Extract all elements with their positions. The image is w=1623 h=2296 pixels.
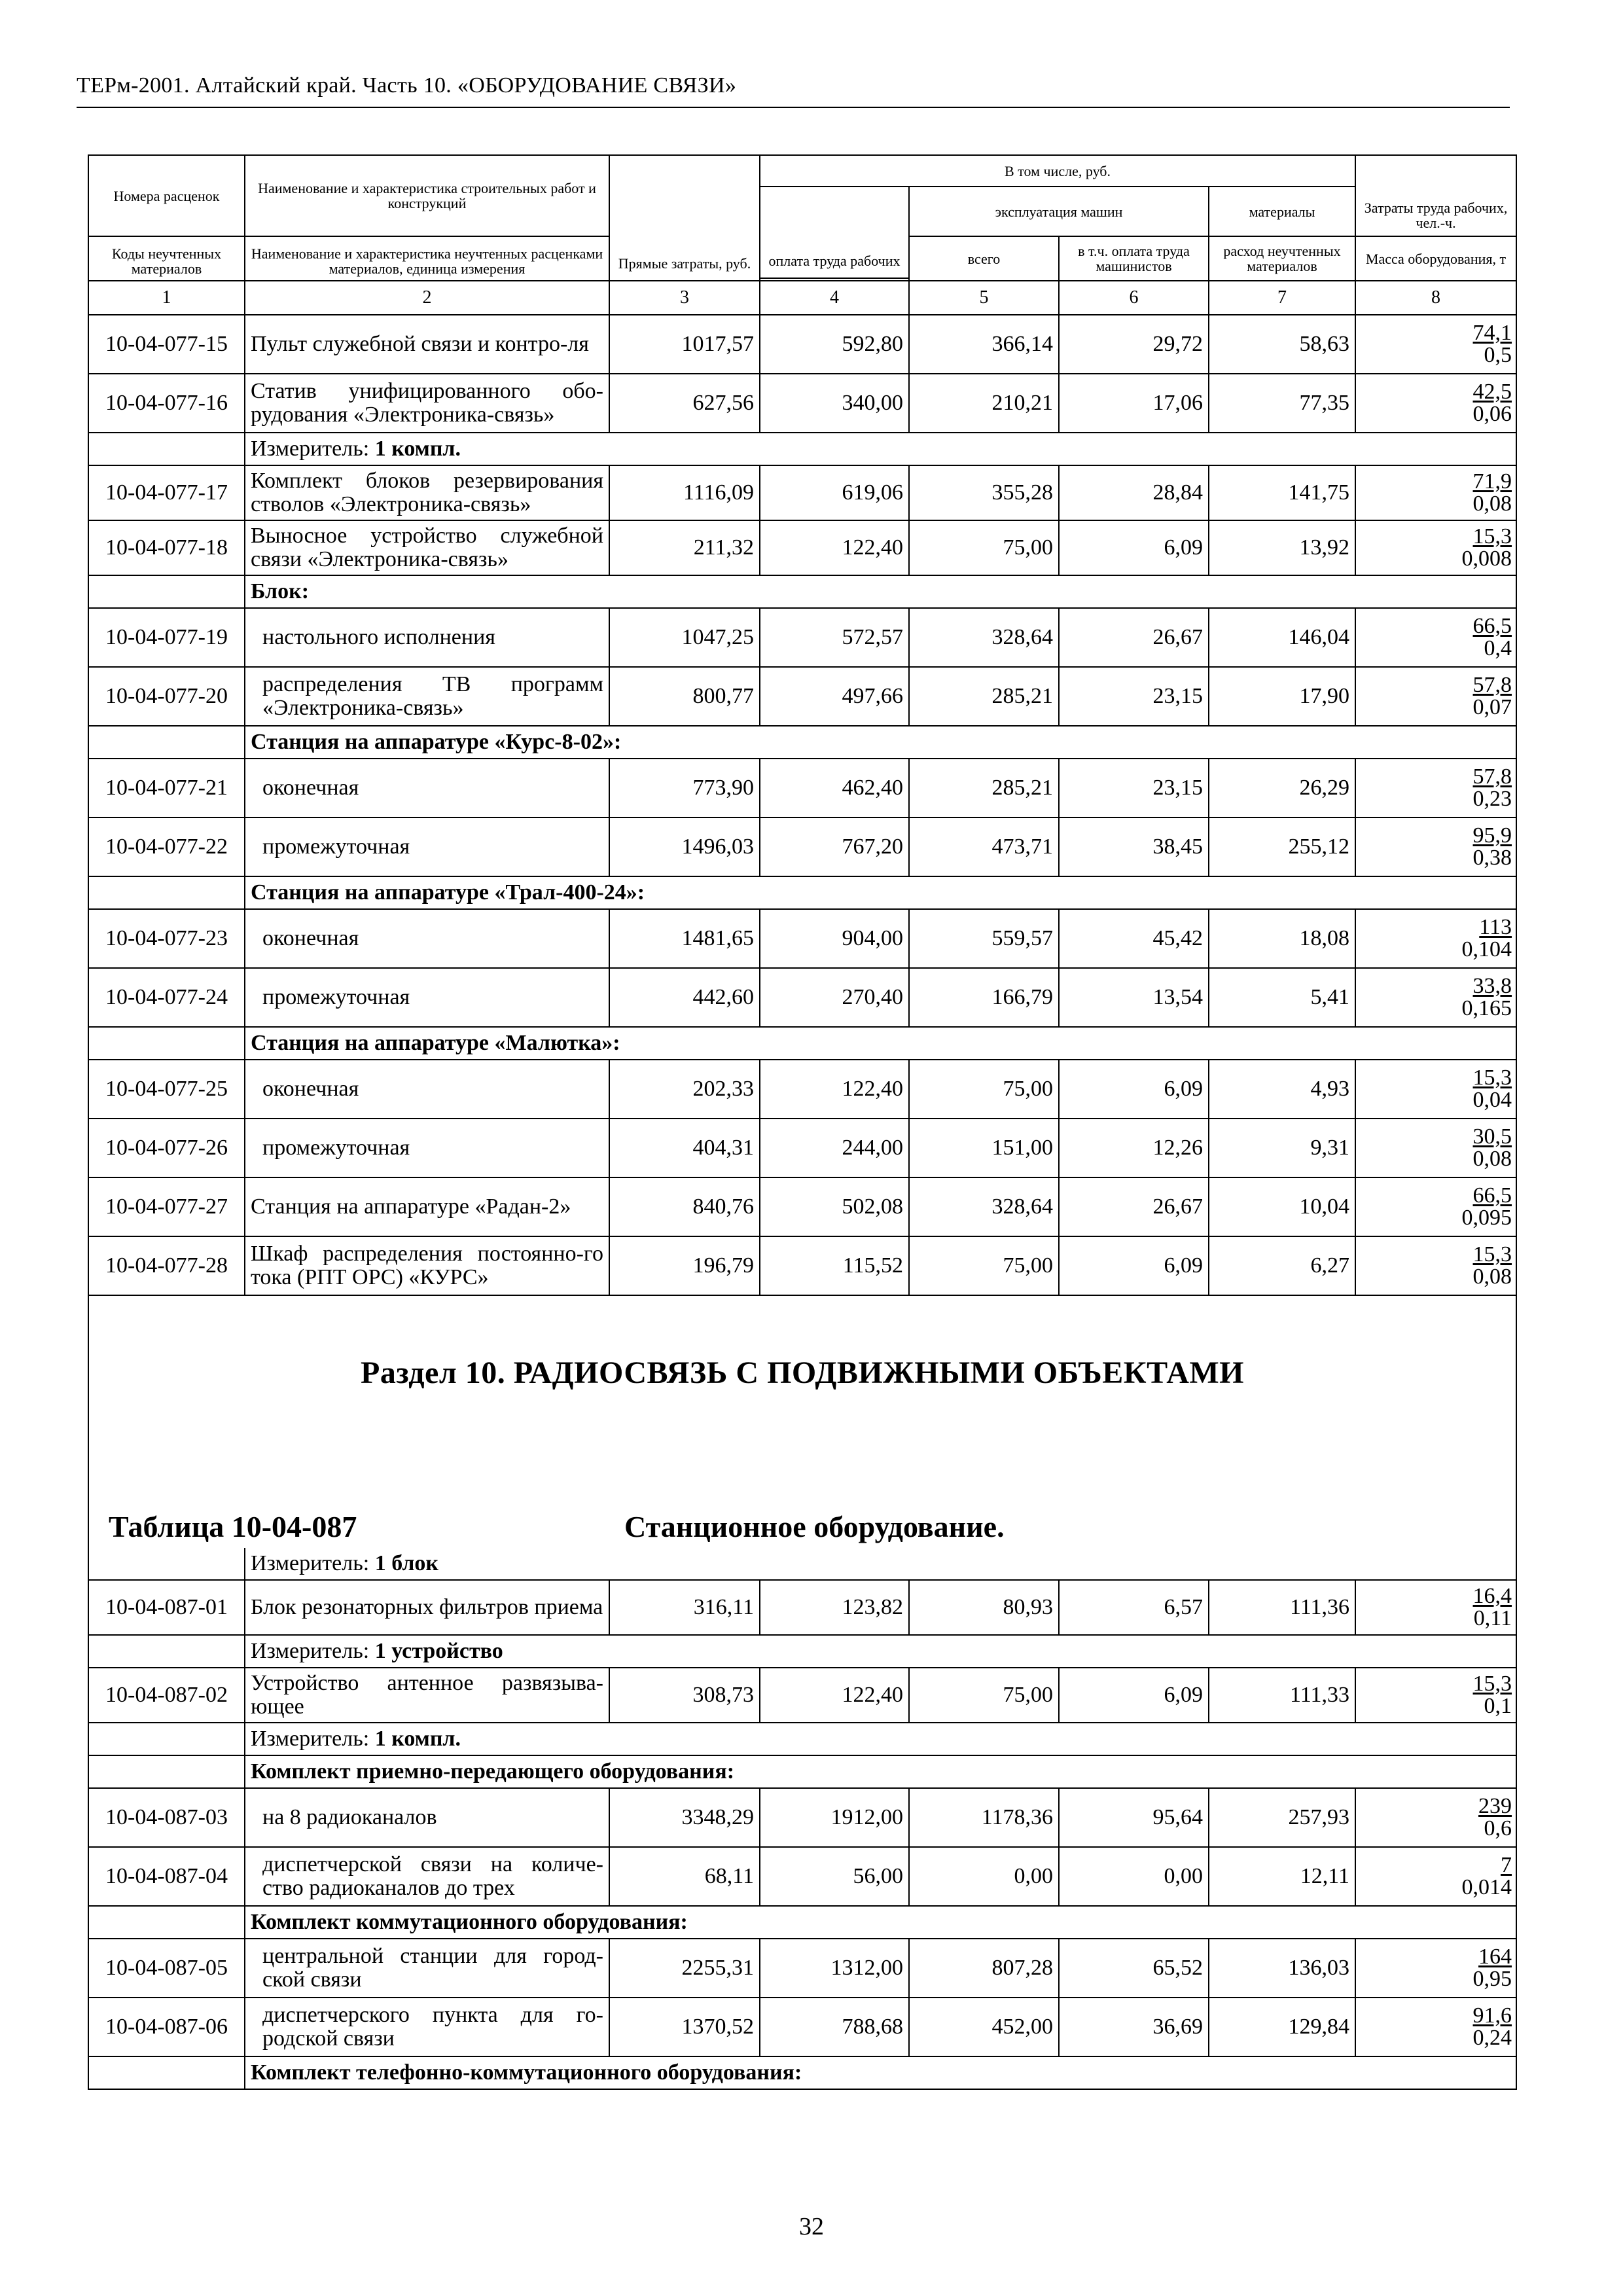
rate-code: 10-04-077-24 xyxy=(88,968,245,1027)
table-row xyxy=(88,1668,1516,1723)
rate-code: 10-04-087-03 xyxy=(88,1788,245,1847)
equipment-mass: 0,08 xyxy=(1472,1147,1512,1171)
labor-hours: 33,8 xyxy=(1472,974,1512,998)
labor-pay: 904,00 xyxy=(760,909,909,968)
machines-total: 1178,36 xyxy=(909,1788,1059,1847)
work-name: Статив унифицированного обо-рудования «Электроника-связь» xyxy=(245,374,609,433)
materials-cost: 17,90 xyxy=(1209,667,1355,726)
labor-hours: 15,3 xyxy=(1472,524,1512,548)
meter-label: Измеритель: 1 компл. xyxy=(245,1723,1516,1755)
rate-code: 10-04-087-04 xyxy=(88,1847,245,1906)
table-row xyxy=(88,1060,1516,1119)
materials-cost: 18,08 xyxy=(1209,909,1355,968)
machines-total: 210,21 xyxy=(909,374,1059,433)
col-names-bottom: Наименование и характеристика неучтенных расценками материалов, единица измерения xyxy=(245,236,609,281)
equipment-mass: 0,06 xyxy=(1472,402,1512,426)
group-label: Комплект телефонно-коммутационного оборудования: xyxy=(245,2056,1516,2089)
rows-block9 xyxy=(88,1668,1516,1723)
direct-cost: 1047,25 xyxy=(609,608,760,667)
work-name: промежуточная xyxy=(245,968,609,1027)
column-number: 5 xyxy=(909,281,1059,315)
machinist-pay: 23,15 xyxy=(1059,667,1209,726)
machines-total: 473,71 xyxy=(909,817,1059,876)
group-row xyxy=(88,1027,1516,1060)
direct-cost: 404,31 xyxy=(609,1119,760,1177)
meter-row xyxy=(88,1723,1516,1755)
labor-hours-mass xyxy=(1355,1788,1516,1847)
labor-hours-mass xyxy=(1355,759,1516,817)
price-table xyxy=(88,154,1517,2090)
table-header xyxy=(88,155,1516,315)
rate-code: 10-04-077-18 xyxy=(88,520,245,575)
materials-cost: 141,75 xyxy=(1209,465,1355,520)
group-row xyxy=(88,575,1516,608)
machinist-pay: 0,00 xyxy=(1059,1847,1209,1906)
meter-label: Измеритель: 1 блок xyxy=(245,1548,1516,1580)
direct-cost: 800,77 xyxy=(609,667,760,726)
machinist-pay: 6,09 xyxy=(1059,520,1209,575)
labor-pay: 462,40 xyxy=(760,759,909,817)
labor-hours-mass xyxy=(1355,374,1516,433)
rate-code: 10-04-077-20 xyxy=(88,667,245,726)
machinist-pay: 28,84 xyxy=(1059,465,1209,520)
labor-hours-mass xyxy=(1355,909,1516,968)
machines-total: 75,00 xyxy=(909,1668,1059,1723)
section-cell xyxy=(88,1295,1516,1548)
labor-hours: 57,8 xyxy=(1472,764,1512,789)
column-number: 2 xyxy=(245,281,609,315)
machinist-pay: 45,42 xyxy=(1059,909,1209,968)
column-number: 7 xyxy=(1209,281,1355,315)
labor-pay: 122,40 xyxy=(760,1668,909,1723)
equipment-mass: 0,08 xyxy=(1472,492,1512,516)
machinist-pay: 6,57 xyxy=(1059,1580,1209,1635)
direct-cost: 202,33 xyxy=(609,1060,760,1119)
section-row xyxy=(88,1295,1516,1548)
work-name: Комплект блоков резервирования стволов «Электроника-связь» xyxy=(245,465,609,520)
labor-hours-mass xyxy=(1355,608,1516,667)
materials-cost: 5,41 xyxy=(1209,968,1355,1027)
table-label: Таблица 10-04-087 xyxy=(109,1510,357,1543)
labor-pay: 767,20 xyxy=(760,817,909,876)
equipment-mass: 0,4 xyxy=(1484,636,1512,660)
labor-pay: 115,52 xyxy=(760,1236,909,1295)
meter-label: Измеритель: 1 устройство xyxy=(245,1635,1516,1668)
col-unaccounted-materials: расход неучтенных материалов xyxy=(1209,236,1355,281)
work-name: Выносное устройство служебной связи «Электроника-связь» xyxy=(245,520,609,575)
rate-code: 10-04-077-16 xyxy=(88,374,245,433)
labor-pay: 123,82 xyxy=(760,1580,909,1635)
direct-cost: 1116,09 xyxy=(609,465,760,520)
rate-code: 10-04-087-01 xyxy=(88,1580,245,1635)
materials-cost: 129,84 xyxy=(1209,1998,1355,2056)
running-header: ТЕРм-2001. Алтайский край. Часть 10. «ОБОРУДОВАНИЕ СВЯЗИ» xyxy=(77,73,737,98)
machinist-pay: 12,26 xyxy=(1059,1119,1209,1177)
column-numbers-row xyxy=(88,281,1516,315)
labor-hours-mass xyxy=(1355,465,1516,520)
direct-cost: 316,11 xyxy=(609,1580,760,1635)
rate-code: 10-04-077-27 xyxy=(88,1177,245,1236)
labor-hours-mass xyxy=(1355,1847,1516,1906)
labor-hours: 15,3 xyxy=(1472,1242,1512,1266)
equipment-mass: 0,07 xyxy=(1472,695,1512,719)
rate-code: 10-04-087-02 xyxy=(88,1668,245,1723)
rate-code: 10-04-077-19 xyxy=(88,608,245,667)
rows-block2 xyxy=(88,465,1516,575)
group-label: Комплект приемно-передающего оборудования: xyxy=(245,1755,1516,1788)
table-row xyxy=(88,520,1516,575)
rate-code: 10-04-077-22 xyxy=(88,817,245,876)
work-name: оконечная xyxy=(245,1060,609,1119)
labor-hours-mass xyxy=(1355,1177,1516,1236)
labor-pay: 1912,00 xyxy=(760,1788,909,1847)
rate-code: 10-04-087-06 xyxy=(88,1998,245,2056)
group-label: Блок: xyxy=(245,575,1516,608)
machinist-pay: 36,69 xyxy=(1059,1998,1209,2056)
direct-cost: 2255,31 xyxy=(609,1939,760,1998)
rate-code: 10-04-077-17 xyxy=(88,465,245,520)
materials-cost: 13,92 xyxy=(1209,520,1355,575)
equipment-mass: 0,6 xyxy=(1484,1816,1512,1840)
labor-hours: 74,1 xyxy=(1472,321,1512,345)
group-row xyxy=(88,1755,1516,1788)
machinist-pay: 17,06 xyxy=(1059,374,1209,433)
table-row xyxy=(88,1939,1516,1998)
equipment-mass: 0,95 xyxy=(1472,1967,1512,1991)
machines-total: 80,93 xyxy=(909,1580,1059,1635)
meter-row xyxy=(88,1635,1516,1668)
col-equipment-mass: Масса оборудования, т xyxy=(1355,236,1516,281)
machinist-pay: 65,52 xyxy=(1059,1939,1209,1998)
machines-total: 366,14 xyxy=(909,315,1059,374)
work-name: промежуточная xyxy=(245,817,609,876)
machinist-pay: 29,72 xyxy=(1059,315,1209,374)
meter-label: Измеритель: 1 компл. xyxy=(245,433,1516,465)
work-name: настольного исполнения xyxy=(245,608,609,667)
direct-cost: 627,56 xyxy=(609,374,760,433)
equipment-mass: 0,24 xyxy=(1472,2026,1512,2050)
group-label: Станция на аппаратуре «Трал-400-24»: xyxy=(245,876,1516,909)
group-row xyxy=(88,726,1516,759)
meter-row xyxy=(88,433,1516,465)
labor-hours: 15,3 xyxy=(1472,1066,1512,1090)
direct-cost: 3348,29 xyxy=(609,1788,760,1847)
labor-pay: 244,00 xyxy=(760,1119,909,1177)
group-label: Станция на аппаратуре «Малютка»: xyxy=(245,1027,1516,1060)
table-row xyxy=(88,968,1516,1027)
labor-pay: 497,66 xyxy=(760,667,909,726)
work-name: диспетчерской связи на количе-ство радиоканалов до трех xyxy=(245,1847,609,1906)
table-row xyxy=(88,1788,1516,1847)
col-machine-ops: эксплуатация машин xyxy=(909,187,1209,236)
rows-block4 xyxy=(88,759,1516,876)
labor-hours-mass xyxy=(1355,1060,1516,1119)
labor-hours: 71,9 xyxy=(1472,469,1512,493)
equipment-mass: 0,008 xyxy=(1461,547,1512,571)
direct-cost: 1496,03 xyxy=(609,817,760,876)
materials-cost: 257,93 xyxy=(1209,1788,1355,1847)
table-row xyxy=(88,1119,1516,1177)
machines-total: 151,00 xyxy=(909,1119,1059,1177)
work-name: на 8 радиоканалов xyxy=(245,1788,609,1847)
equipment-mass: 0,095 xyxy=(1461,1206,1512,1230)
labor-pay: 56,00 xyxy=(760,1847,909,1906)
labor-hours-mass xyxy=(1355,817,1516,876)
labor-hours: 91,6 xyxy=(1472,2003,1512,2028)
work-name: промежуточная xyxy=(245,1119,609,1177)
machines-total: 807,28 xyxy=(909,1939,1059,1998)
group-label: Станция на аппаратуре «Курс-8-02»: xyxy=(245,726,1516,759)
labor-pay: 1312,00 xyxy=(760,1939,909,1998)
column-number: 3 xyxy=(609,281,760,315)
rows-block10 xyxy=(88,1788,1516,1906)
work-name: Станция на аппаратуре «Радан-2» xyxy=(245,1177,609,1236)
rows-block11 xyxy=(88,1939,1516,2056)
labor-hours-mass xyxy=(1355,520,1516,575)
table-row xyxy=(88,759,1516,817)
work-name: Пульт служебной связи и контро-ля xyxy=(245,315,609,374)
materials-cost: 9,31 xyxy=(1209,1119,1355,1177)
labor-hours-mass xyxy=(1355,1119,1516,1177)
machinist-pay: 23,15 xyxy=(1059,759,1209,817)
meter-row xyxy=(88,1548,1516,1580)
section-title: Раздел 10. РАДИОСВЯЗЬ С ПОДВИЖНЫМИ ОБЪЕКТАМИ xyxy=(361,1355,1245,1390)
col-machinist-pay: в т.ч. оплата труда машинистов xyxy=(1059,236,1209,281)
labor-hours: 16,4 xyxy=(1472,1584,1512,1608)
machines-total: 355,28 xyxy=(909,465,1059,520)
table-row xyxy=(88,374,1516,433)
table-row xyxy=(88,1580,1516,1635)
labor-hours: 57,8 xyxy=(1472,673,1512,697)
materials-cost: 77,35 xyxy=(1209,374,1355,433)
rate-code: 10-04-077-28 xyxy=(88,1236,245,1295)
machines-total: 75,00 xyxy=(909,520,1059,575)
col-labor-hours: Затраты труда рабочих, чел.-ч. xyxy=(1355,155,1516,236)
rows-block7 xyxy=(88,1177,1516,1295)
table-caption: Станционное оборудование. xyxy=(624,1510,1005,1543)
machines-total: 328,64 xyxy=(909,608,1059,667)
labor-hours: 42,5 xyxy=(1472,380,1512,404)
machines-total: 75,00 xyxy=(909,1236,1059,1295)
materials-cost: 146,04 xyxy=(1209,608,1355,667)
rows-block8 xyxy=(88,1580,1516,1635)
group-row xyxy=(88,1906,1516,1939)
materials-cost: 6,27 xyxy=(1209,1236,1355,1295)
direct-cost: 1017,57 xyxy=(609,315,760,374)
labor-pay: 502,08 xyxy=(760,1177,909,1236)
work-name: оконечная xyxy=(245,759,609,817)
labor-hours-mass xyxy=(1355,1580,1516,1635)
rate-code: 10-04-077-23 xyxy=(88,909,245,968)
header-rule xyxy=(77,107,1510,108)
work-name: Блок резонаторных фильтров приема xyxy=(245,1580,609,1635)
labor-hours-mass xyxy=(1355,315,1516,374)
table-row xyxy=(88,667,1516,726)
table-row xyxy=(88,608,1516,667)
equipment-mass: 0,5 xyxy=(1484,343,1512,367)
rate-code: 10-04-087-05 xyxy=(88,1939,245,1998)
table-row xyxy=(88,817,1516,876)
table-row xyxy=(88,1847,1516,1906)
materials-cost: 111,33 xyxy=(1209,1668,1355,1723)
equipment-mass: 0,104 xyxy=(1461,937,1512,961)
table-row xyxy=(88,465,1516,520)
direct-cost: 1370,52 xyxy=(609,1998,760,2056)
machines-total: 285,21 xyxy=(909,759,1059,817)
rows-block5 xyxy=(88,909,1516,1027)
labor-pay: 592,80 xyxy=(760,315,909,374)
machines-total: 559,57 xyxy=(909,909,1059,968)
group-label: Комплект коммутационного оборудования: xyxy=(245,1906,1516,1939)
labor-pay: 572,57 xyxy=(760,608,909,667)
equipment-mass: 0,014 xyxy=(1461,1875,1512,1899)
machines-total: 285,21 xyxy=(909,667,1059,726)
work-name: оконечная xyxy=(245,909,609,968)
machinist-pay: 6,09 xyxy=(1059,1236,1209,1295)
machines-total: 452,00 xyxy=(909,1998,1059,2056)
materials-cost: 111,36 xyxy=(1209,1580,1355,1635)
labor-hours: 66,5 xyxy=(1472,614,1512,638)
col-codes-top: Номера расценок xyxy=(88,155,245,236)
column-number: 1 xyxy=(88,281,245,315)
column-number: 8 xyxy=(1355,281,1516,315)
direct-cost: 840,76 xyxy=(609,1177,760,1236)
direct-cost: 211,32 xyxy=(609,520,760,575)
table-row xyxy=(88,1236,1516,1295)
equipment-mass: 0,23 xyxy=(1472,787,1512,811)
direct-cost: 442,60 xyxy=(609,968,760,1027)
direct-cost: 68,11 xyxy=(609,1847,760,1906)
labor-hours: 95,9 xyxy=(1472,823,1512,848)
labor-pay: 788,68 xyxy=(760,1998,909,2056)
equipment-mass: 0,04 xyxy=(1472,1088,1512,1112)
direct-cost: 1481,65 xyxy=(609,909,760,968)
labor-pay: 122,40 xyxy=(760,520,909,575)
materials-cost: 12,11 xyxy=(1209,1847,1355,1906)
labor-hours-mass xyxy=(1355,1668,1516,1723)
rows-block3 xyxy=(88,608,1516,726)
machinist-pay: 6,09 xyxy=(1059,1668,1209,1723)
direct-cost: 196,79 xyxy=(609,1236,760,1295)
rows-block6 xyxy=(88,1060,1516,1177)
materials-cost: 255,12 xyxy=(1209,817,1355,876)
work-name: Устройство антенное развязыва-ющее xyxy=(245,1668,609,1723)
labor-pay: 122,40 xyxy=(760,1060,909,1119)
machinist-pay: 38,45 xyxy=(1059,817,1209,876)
machines-total: 166,79 xyxy=(909,968,1059,1027)
table-row xyxy=(88,315,1516,374)
direct-cost: 308,73 xyxy=(609,1668,760,1723)
rows-block1 xyxy=(88,315,1516,433)
column-number: 4 xyxy=(760,281,909,315)
col-codes-bottom: Коды неучтенных материалов xyxy=(88,236,245,281)
equipment-mass: 0,1 xyxy=(1484,1694,1512,1718)
col-in-total: В том числе, руб. xyxy=(760,155,1355,187)
equipment-mass: 0,38 xyxy=(1472,846,1512,870)
labor-pay: 619,06 xyxy=(760,465,909,520)
labor-pay: 270,40 xyxy=(760,968,909,1027)
rate-code: 10-04-077-25 xyxy=(88,1060,245,1119)
machinist-pay: 26,67 xyxy=(1059,608,1209,667)
labor-hours: 15,3 xyxy=(1472,1672,1512,1696)
page-number: 32 xyxy=(799,2213,824,2240)
work-name: центральной станции для город-ской связи xyxy=(245,1939,609,1998)
col-labor-pay: оплата труда рабочих xyxy=(760,187,909,278)
labor-pay: 340,00 xyxy=(760,374,909,433)
rate-code: 10-04-077-26 xyxy=(88,1119,245,1177)
materials-cost: 136,03 xyxy=(1209,1939,1355,1998)
column-number: 6 xyxy=(1059,281,1209,315)
col-names-top: Наименование и характеристика строительных работ и конструкций xyxy=(245,155,609,236)
col-direct-costs: Прямые затраты, руб. xyxy=(609,155,760,281)
labor-hours-mass xyxy=(1355,1939,1516,1998)
materials-cost: 26,29 xyxy=(1209,759,1355,817)
machines-total: 0,00 xyxy=(909,1847,1059,1906)
group-row xyxy=(88,2056,1516,2089)
table-row xyxy=(88,909,1516,968)
direct-cost: 773,90 xyxy=(609,759,760,817)
work-name: диспетчерского пункта для го-родской связи xyxy=(245,1998,609,2056)
labor-hours-mass xyxy=(1355,1998,1516,2056)
labor-hours: 239 xyxy=(1478,1794,1512,1818)
machines-total: 75,00 xyxy=(909,1060,1059,1119)
labor-hours: 7 xyxy=(1501,1853,1512,1877)
machines-total: 328,64 xyxy=(909,1177,1059,1236)
labor-hours: 164 xyxy=(1478,1945,1512,1969)
table-row xyxy=(88,1177,1516,1236)
materials-cost: 4,93 xyxy=(1209,1060,1355,1119)
materials-cost: 58,63 xyxy=(1209,315,1355,374)
work-name: распределения ТВ программ «Электроника-связь» xyxy=(245,667,609,726)
work-name: Шкаф распределения постоянно-го тока (РПТ ОРС) «КУРС» xyxy=(245,1236,609,1295)
labor-hours: 30,5 xyxy=(1472,1124,1512,1149)
labor-hours-mass xyxy=(1355,667,1516,726)
col-machines-total: всего xyxy=(909,236,1059,281)
machinist-pay: 6,09 xyxy=(1059,1060,1209,1119)
equipment-mass: 0,165 xyxy=(1461,996,1512,1020)
col-materials: материалы xyxy=(1209,187,1355,236)
table-row xyxy=(88,1998,1516,2056)
labor-hours-mass xyxy=(1355,968,1516,1027)
labor-hours-mass xyxy=(1355,1236,1516,1295)
machinist-pay: 26,67 xyxy=(1059,1177,1209,1236)
materials-cost: 10,04 xyxy=(1209,1177,1355,1236)
labor-hours: 66,5 xyxy=(1472,1183,1512,1208)
equipment-mass: 0,08 xyxy=(1472,1265,1512,1289)
equipment-mass: 0,11 xyxy=(1473,1606,1512,1630)
group-row xyxy=(88,876,1516,909)
rate-code: 10-04-077-21 xyxy=(88,759,245,817)
rate-code: 10-04-077-15 xyxy=(88,315,245,374)
labor-hours: 113 xyxy=(1479,915,1512,939)
machinist-pay: 95,64 xyxy=(1059,1788,1209,1847)
machinist-pay: 13,54 xyxy=(1059,968,1209,1027)
